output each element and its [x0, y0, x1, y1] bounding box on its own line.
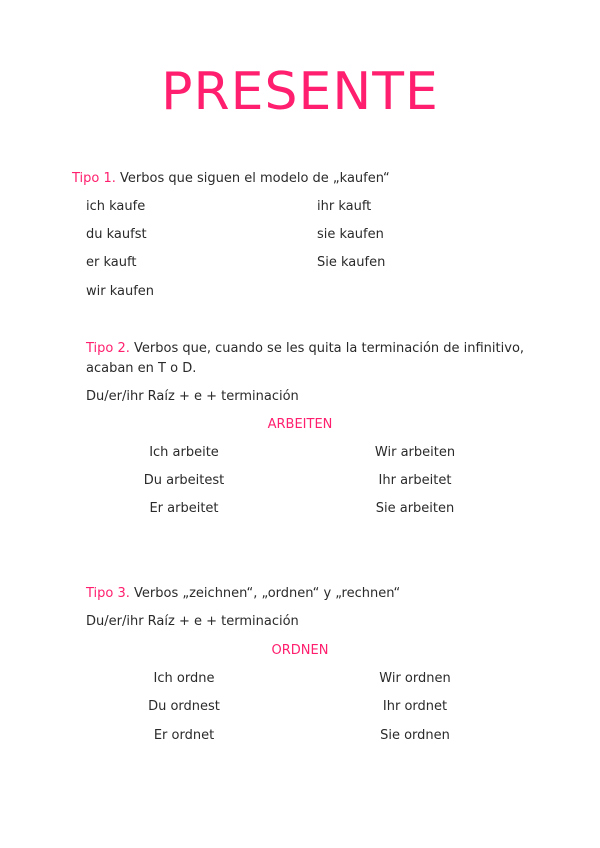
tipo1-label: Tipo 1. — [72, 171, 116, 186]
conjugation-item: Ihr ordnet — [382, 699, 448, 714]
conjugation-item: wir kaufen — [86, 284, 155, 299]
tipo2-heading — [86, 340, 524, 358]
conjugation-item: Wir ordnen — [379, 671, 451, 686]
tipo2-label: Tipo 2. — [86, 341, 130, 356]
conjugation-item: sie kaufen — [317, 227, 384, 242]
conjugation-item: Er arbeitet — [149, 501, 219, 516]
conjugation-item: Du arbeitest — [143, 473, 225, 488]
conjugation-item: Sie arbeiten — [375, 501, 455, 516]
conjugation-item: Sie ordnen — [380, 728, 450, 743]
page-title: PRESENTE — [161, 62, 439, 122]
conjugation-item: ihr kauft — [317, 199, 372, 214]
conjugation-item: Ich arbeite — [149, 445, 219, 460]
conjugation-item: Ihr arbeitet — [378, 473, 452, 488]
tipo3-rule: Du/er/ihr Raíz + e + terminación — [86, 614, 299, 629]
tipo2-description-cont: acaban en T o D. — [86, 361, 197, 376]
tipo3-description: Verbos „zeichnen“, „ordnen“ y „rechnen“ — [129, 586, 401, 601]
tipo2-rule: Du/er/ihr Raíz + e + terminación — [86, 389, 299, 404]
conjugation-item: er kauft — [86, 255, 137, 270]
conjugation-item: Du ordnest — [148, 699, 220, 714]
tipo3-verb: ORDNEN — [271, 643, 329, 658]
tipo3-heading — [86, 585, 400, 603]
conjugation-item: Sie kaufen — [317, 255, 386, 270]
conjugation-item: Er ordnet — [153, 728, 215, 743]
conjugation-item: Ich ordne — [153, 671, 215, 686]
conjugation-item: ich kaufe — [86, 199, 146, 214]
tipo2-description: Verbos que, cuando se les quita la terminación de infinitivo, — [129, 341, 525, 356]
tipo3-label: Tipo 3. — [86, 586, 130, 601]
conjugation-item: du kaufst — [86, 227, 147, 242]
conjugation-item: Wir arbeiten — [374, 445, 456, 460]
tipo2-verb: ARBEITEN — [267, 417, 333, 432]
tipo1-description: Verbos que siguen el modelo de „kaufen“ — [115, 171, 390, 186]
tipo1-heading — [72, 170, 390, 188]
